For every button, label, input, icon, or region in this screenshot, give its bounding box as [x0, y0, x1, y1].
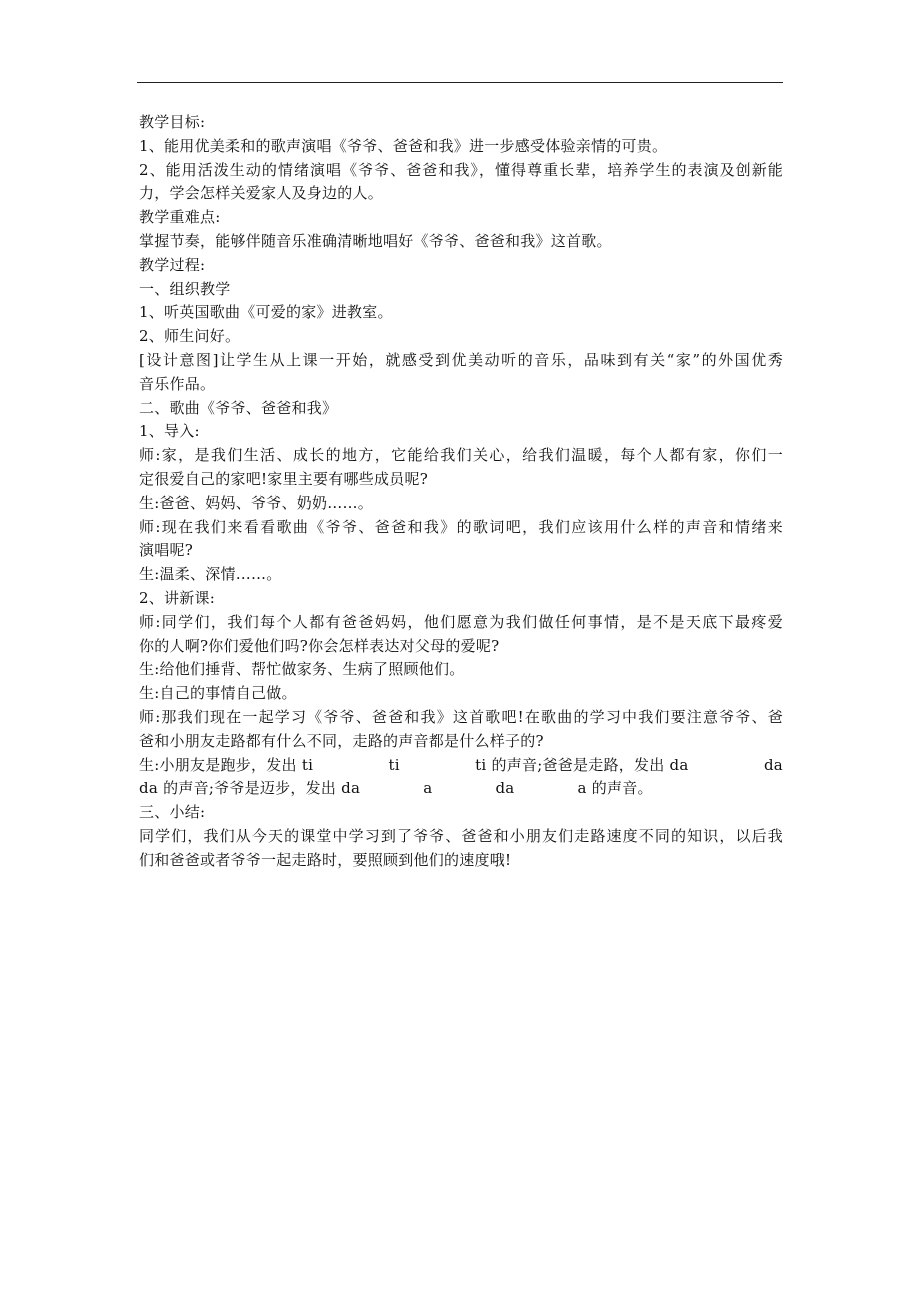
- section-1-item-2: 2、师生问好。: [139, 327, 241, 346]
- section-1-item-1: 1、听英国歌曲《可爱的家》进教室。: [139, 303, 393, 322]
- heading-key-points: 教学重难点:: [139, 208, 221, 227]
- rhythm-segment: da: [763, 755, 783, 774]
- teacher-line-1a: 师:家，是我们生活、成长的地方，它能给我们关心，给我们温暖，每个人都有家，你们一: [139, 446, 783, 465]
- section-3-heading: 三、小结:: [139, 803, 206, 822]
- rhythm-segment: a 的声音。: [577, 779, 653, 798]
- header-rule: [137, 82, 783, 83]
- design-intent-line-1: [设计意图]让学生从上课一开始，就感受到优美动听的音乐，品味到有关“家”的外国优秀: [139, 350, 783, 369]
- heading-teaching-goals: 教学目标:: [139, 113, 206, 131]
- teacher-line-1b: 定很爱自己的家吧!家里主要有哪些成员呢?: [139, 469, 429, 488]
- student-line-4: 生:自己的事情自己做。: [139, 684, 297, 703]
- goal-2-line-2: 力，学会怎样关爱家人及身边的人。: [139, 184, 384, 203]
- teacher-line-2a: 师:现在我们来看看歌曲《爷爷、爸爸和我》的歌词吧，我们应该用什么样的声音和情绪来: [139, 517, 783, 536]
- design-intent-line-2: 音乐作品。: [139, 374, 216, 393]
- document-body: [139, 111, 783, 873]
- intro-heading: 1、导入:: [139, 422, 200, 441]
- rhythm-segment: ti: [388, 755, 400, 774]
- student-line-3: 生:给他们捶背、帮忙做家务、生病了照顾他们。: [139, 660, 465, 679]
- student-line-5b: [139, 777, 783, 801]
- summary-line-1: 同学们，我们从今天的课堂中学习到了爷爷、爸爸和小朋友们走路速度不同的知识，以后我: [139, 826, 783, 845]
- teacher-line-4a: 师:那我们现在一起学习《爷爷、爸爸和我》这首歌吧!在歌曲的学习中我们要注意爷爷、爸: [139, 707, 783, 726]
- section-1-heading: 一、组织教学: [139, 279, 231, 298]
- student-line-5a: [139, 754, 783, 778]
- rhythm-segment: 生:小朋友是跑步，发出 ti: [139, 755, 314, 774]
- rhythm-segment: a: [423, 779, 433, 798]
- goal-1: 1、能用优美柔和的歌声演唱《爷爷、爸爸和我》进一步感受体验亲情的可贵。: [139, 136, 668, 155]
- rhythm-segment: ti 的声音;爸爸是走路，发出 da: [475, 755, 689, 774]
- teacher-line-3b: 你的人啊?你们爱他们吗?你会怎样表达对父母的爱呢?: [139, 636, 500, 655]
- teacher-line-4b: 爸和小朋友走路都有什么不同，走路的声音都是什么样子的?: [139, 731, 544, 750]
- student-line-2: 生:温柔、深情……。: [139, 565, 282, 584]
- student-line-1: 生:爸爸、妈妈、爷爷、奶奶……。: [139, 493, 374, 512]
- goal-2-line-1: 2、能用活泼生动的情绪演唱《爷爷、爸爸和我》，懂得尊重长辈，培养学生的表演及创新能: [139, 160, 783, 179]
- teacher-line-2b: 演唱呢?: [139, 541, 194, 560]
- new-lesson-heading: 2、讲新课:: [139, 588, 216, 607]
- key-points-text: 掌握节奏，能够伴随音乐准确清晰地唱好《爷爷、爸爸和我》这首歌。: [139, 231, 612, 250]
- rhythm-segment: da: [495, 779, 515, 798]
- heading-teaching-process: 教学过程:: [139, 255, 206, 274]
- teacher-line-3a: 师:同学们，我们每个人都有爸爸妈妈，他们愿意为我们做任何事情，是不是天底下最疼爱: [139, 612, 783, 631]
- rhythm-segment: da 的声音;爷爷是迈步，发出 da: [139, 779, 361, 798]
- summary-line-2: 们和爸爸或者爷爷一起走路时，要照顾到他们的速度哦!: [139, 850, 512, 869]
- section-2-heading: 二、歌曲《爷爷、爸爸和我》: [139, 398, 338, 417]
